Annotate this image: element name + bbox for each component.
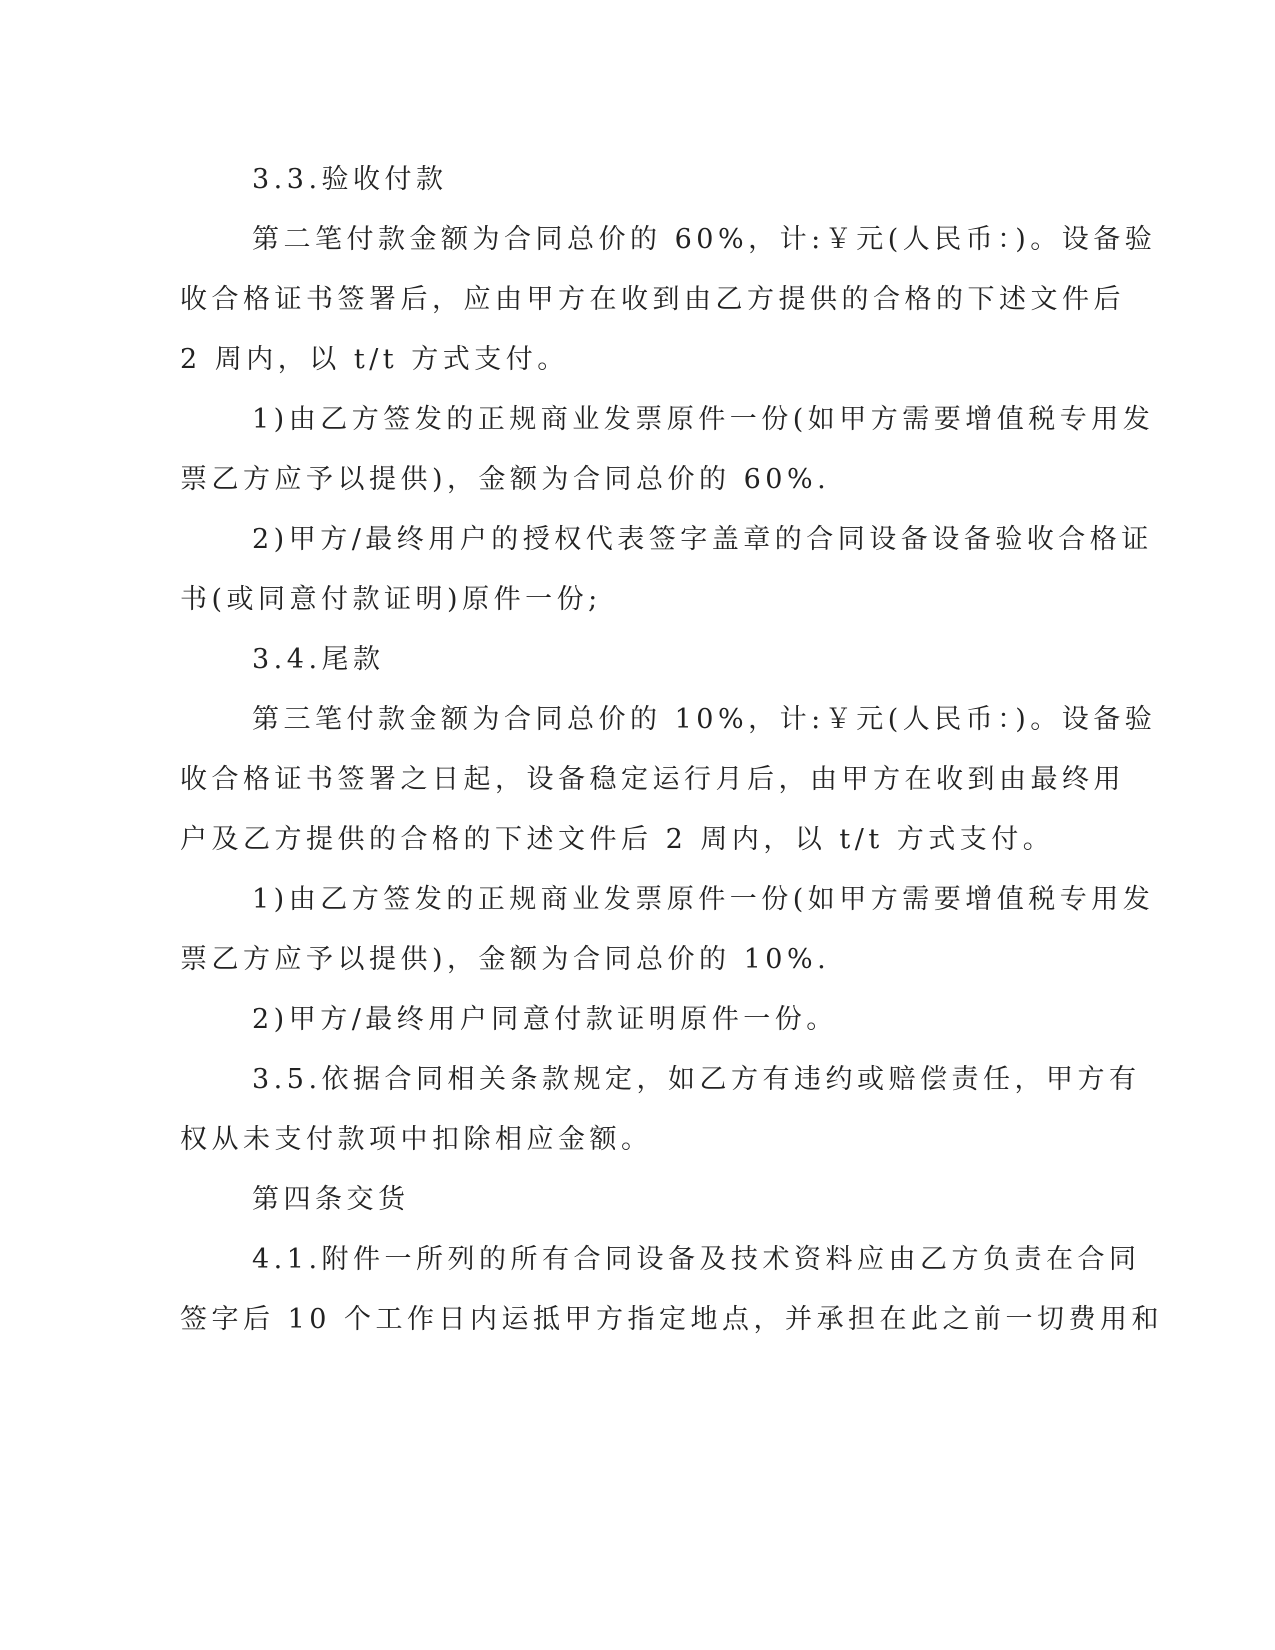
section-3-3-heading: [180, 150, 1035, 210]
paragraph-line: 权从未支付款项中扣除相应金额。: [180, 1124, 653, 1155]
paragraph-line: 3.5.依据合同相关条款规定，如乙方有违约或赔偿责任，甲方有: [252, 1064, 1141, 1095]
section-4-1-paragraph: [180, 1230, 1164, 1350]
list-item-line: 2)甲方/最终用户同意付款证明原件一份。: [252, 1004, 838, 1035]
paragraph-line: 2 周内，以 t/t 方式支付。: [180, 344, 569, 375]
list-item-line: 书(或同意付款证明)原件一份;: [180, 584, 602, 615]
section-3-4-item-2: [180, 990, 1035, 1050]
article-4-heading-text: 第四条交货: [252, 1184, 410, 1215]
list-item-line: 2)甲方/最终用户的授权代表签字盖章的合同设备设备验收合格证: [252, 524, 1153, 555]
list-item-line: 1)由乙方签发的正规商业发票原件一份(如甲方需要增值税专用发: [252, 884, 1155, 915]
paragraph-line: 第二笔付款金额为合同总价的 60%，计:￥元(人民币：)。设备验: [252, 224, 1157, 255]
section-3-3-item-2: [180, 510, 1153, 630]
paragraph-line: 户及乙方提供的合格的下述文件后 2 周内，以 t/t 方式支付。: [180, 824, 1055, 855]
paragraph-line: 收合格证书签署后，应由甲方在收到由乙方提供的合格的下述文件后: [180, 284, 1125, 315]
list-item-line: 票乙方应予以提供)，金额为合同总价的 10%.: [180, 944, 831, 975]
document-body: [180, 150, 1164, 1350]
list-item-line: 1)由乙方签发的正规商业发票原件一份(如甲方需要增值税专用发: [252, 404, 1155, 435]
section-3-3-paragraph: [180, 210, 1157, 390]
section-3-5-paragraph: [180, 1050, 1141, 1170]
section-3-3-heading-text: 3.3.验收付款: [252, 164, 448, 195]
paragraph-line: 签字后 10 个工作日内运抵甲方指定地点，并承担在此之前一切费用和: [180, 1304, 1164, 1335]
section-3-4-heading-text: 3.4.尾款: [252, 644, 385, 675]
section-3-4-item-1: [180, 870, 1155, 990]
paragraph-line: 收合格证书签署之日起，设备稳定运行月后，由甲方在收到由最终用: [180, 764, 1125, 795]
article-4-heading: [180, 1170, 1035, 1230]
paragraph-line: 第三笔付款金额为合同总价的 10%，计:￥元(人民币：)。设备验: [252, 704, 1157, 735]
section-3-3-item-1: [180, 390, 1155, 510]
section-3-4-paragraph: [180, 690, 1157, 870]
section-3-4-heading: [180, 630, 1035, 690]
paragraph-line: 4.1.附件一所列的所有合同设备及技术资料应由乙方负责在合同: [252, 1244, 1141, 1275]
list-item-line: 票乙方应予以提供)，金额为合同总价的 60%.: [180, 464, 831, 495]
